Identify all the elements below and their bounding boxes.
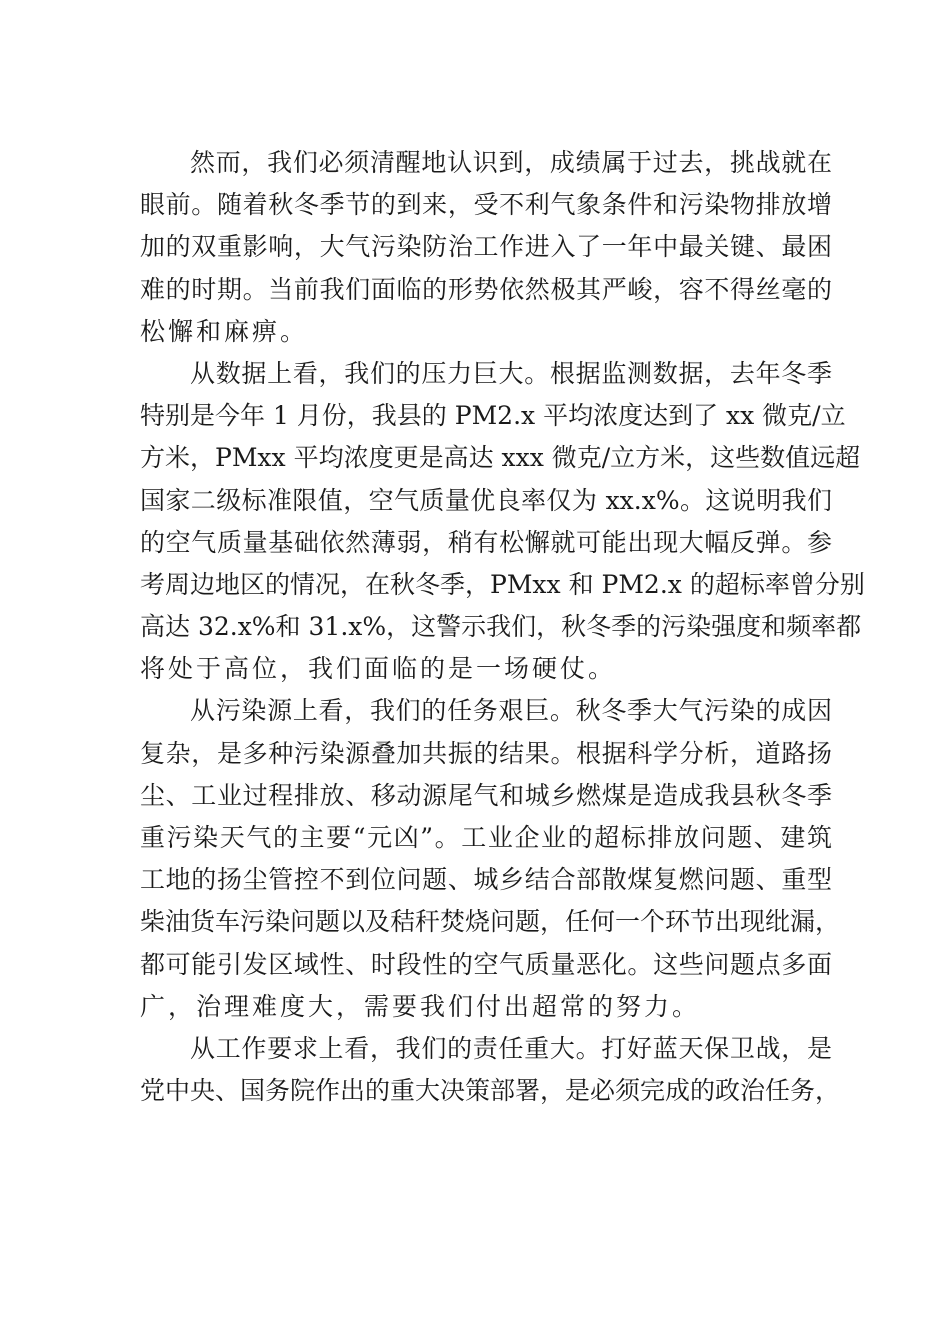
document-body — [140, 142, 865, 1112]
text-line: 特别是今年 1 月份，我县的 PM2.x 平均浓度达到了 xx 微克/立 — [140, 401, 846, 431]
text-line: 然而，我们必须清醒地认识到，成绩属于过去，挑战就在 — [190, 148, 832, 177]
text-line: 加的双重影响，大气污染防治工作进入了一年中最关键、最困 — [140, 232, 832, 262]
text-line: 都可能引发区域性、时段性的空气质量恶化。这些问题点多面 — [140, 949, 832, 979]
text-line: 难的时期。当前我们面临的形势依然极其严峻，容不得丝毫的 — [140, 274, 832, 304]
text-line: 国家二级标准限值，空气质量优良率仅为 xx.x%。这说明我们 — [140, 485, 832, 515]
text-line: 考周边地区的情况，在秋冬季，PMxx 和 PM2.x 的超标率曾分别 — [140, 569, 865, 599]
text-line: 柴油货车污染问题以及秸秆焚烧问题，任何一个环节出现纰漏， — [140, 907, 841, 937]
text-line: 眼前。随着秋冬季节的到来，受不利气象条件和污染物排放增 — [140, 190, 832, 220]
text-line: 将处于高位，我们面临的是一场硬仗。 — [140, 654, 617, 684]
text-line: 党中央、国务院作出的重大决策部署，是必须完成的政治任务， — [140, 1076, 841, 1106]
paragraph-pollution-sources — [140, 690, 841, 1028]
text-line: 从工作要求上看，我们的责任重大。打好蓝天保卫战，是 — [190, 1033, 832, 1063]
text-line: 从污染源上看，我们的任务艰巨。秋冬季大气污染的成因 — [190, 696, 832, 726]
text-line: 广，治理难度大，需要我们付出超常的努力。 — [140, 991, 701, 1021]
text-line: 尘、工业过程排放、移动源尾气和城乡燃煤是造成我县秋冬季 — [140, 780, 832, 810]
paragraph-work-requirements — [140, 1028, 841, 1112]
paragraph-data-pressure — [140, 353, 865, 691]
paragraph-challenge — [140, 142, 832, 353]
text-line: 高达 32.x%和 31.x%，这警示我们，秋冬季的污染强度和频率都 — [140, 612, 862, 642]
text-line: 从数据上看，我们的压力巨大。根据监测数据，去年冬季 — [190, 358, 832, 388]
text-line: 松懈和麻痹。 — [140, 316, 309, 346]
text-line: 方米，PMxx 平均浓度更是高达 xxx 微克/立方米，这些数值远超 — [140, 443, 861, 473]
text-line: 的空气质量基础依然薄弱，稍有松懈就可能出现大幅反弹。参 — [140, 527, 832, 557]
text-line: 工地的扬尘管控不到位问题、城乡结合部散煤复燃问题、重型 — [140, 865, 832, 895]
text-line: 重污染天气的主要“元凶”。工业企业的超标排放问题、建筑 — [140, 823, 832, 852]
text-line: 复杂，是多种污染源叠加共振的结果。根据科学分析，道路扬 — [140, 738, 832, 768]
